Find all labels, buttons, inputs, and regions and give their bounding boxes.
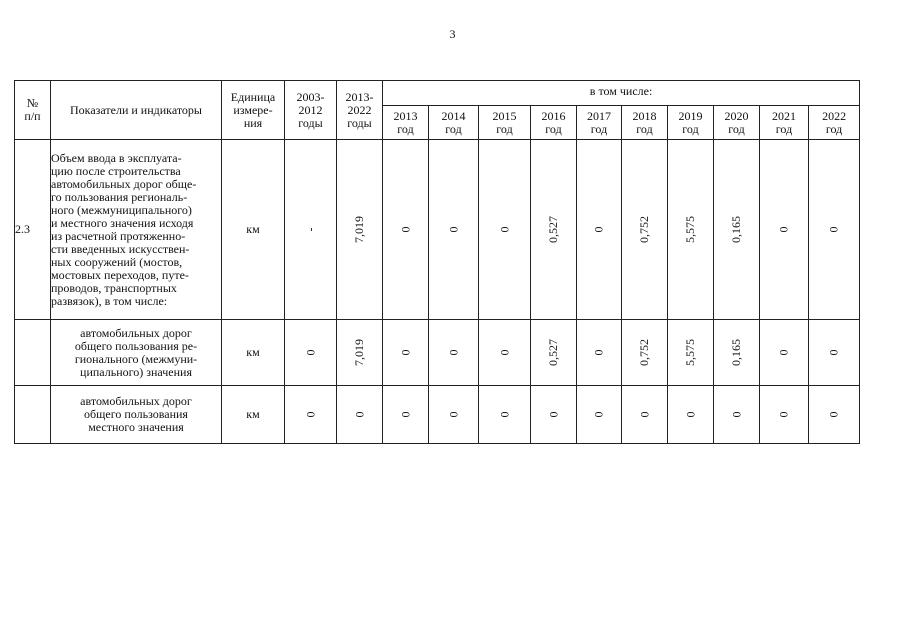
row-value-2019: 5,575 <box>668 320 714 386</box>
row-value-2015: 0 <box>479 386 531 444</box>
header-year-2020: 2020 год <box>714 106 760 140</box>
header-year-2018: 2018 год <box>622 106 668 140</box>
header-year-2021: 2021 год <box>760 106 809 140</box>
row-value-2017: 0 <box>577 320 622 386</box>
row-value-2022: 0 <box>809 386 860 444</box>
row-value-2018: 0,752 <box>622 320 668 386</box>
row-value-2021: 0 <box>760 386 809 444</box>
row-value-2003-2012: - <box>285 140 337 320</box>
row-value-2020: 0 <box>714 386 760 444</box>
table-row <box>15 386 860 444</box>
row-value-2020: 0,165 <box>714 320 760 386</box>
row-value-2018: 0,752 <box>622 140 668 320</box>
row-value-2016: 0,527 <box>531 320 577 386</box>
row-value-2013: 0 <box>383 140 429 320</box>
header-unit: Единица измере- ния <box>222 81 285 140</box>
row-unit: км <box>222 386 285 444</box>
header-year-2022: 2022 год <box>809 106 860 140</box>
row-value-2014: 0 <box>429 386 479 444</box>
row-value-2016: 0 <box>531 386 577 444</box>
header-year-2015: 2015 год <box>479 106 531 140</box>
row-value-2019: 5,575 <box>668 140 714 320</box>
indicators-table <box>14 80 860 444</box>
row-value-2013: 0 <box>383 386 429 444</box>
row-value-2016: 0,527 <box>531 140 577 320</box>
row-indicator: автомобильных дорог общего пользования ре- гионального (межмуни- ципального) значения <box>51 320 222 386</box>
row-value-2019: 0 <box>668 386 714 444</box>
row-value-2022: 0 <box>809 320 860 386</box>
header-period-2013-2022: 2013- 2022 годы <box>337 81 383 140</box>
row-num: 2.3 <box>15 140 51 320</box>
row-value-2015: 0 <box>479 320 531 386</box>
header-year-2014: 2014 год <box>429 106 479 140</box>
row-value-2017: 0 <box>577 140 622 320</box>
row-value-2015: 0 <box>479 140 531 320</box>
header-year-2013: 2013 год <box>383 106 429 140</box>
table-row <box>15 320 860 386</box>
row-value-2013-2022: 7,019 <box>337 140 383 320</box>
row-value-2021: 0 <box>760 320 809 386</box>
row-value-2021: 0 <box>760 140 809 320</box>
table-row <box>15 140 860 320</box>
header-year-2019: 2019 год <box>668 106 714 140</box>
row-value-2018: 0 <box>622 386 668 444</box>
row-value-2003-2012: 0 <box>285 386 337 444</box>
row-indicator: автомобильных дорог общего пользования местного значения <box>51 386 222 444</box>
row-indicator: Объем ввода в эксплуата- цию после строительства автомобильных дорог обще- го пользования региональ- ного (межмуниципального) и местного значения исходя из расчетной протяженно- сти введенных искусствен- ных сооружений (мостов, мостовых переходов, путе- проводов, транспортных развязок), в том числе: <box>51 140 222 320</box>
header-indicators: Показатели и индикаторы <box>51 81 222 140</box>
row-unit: км <box>222 140 285 320</box>
row-value-2013: 0 <box>383 320 429 386</box>
header-including: в том числе: <box>383 81 860 106</box>
header-period-2003-2012: 2003- 2012 годы <box>285 81 337 140</box>
header-year-2017: 2017 год <box>577 106 622 140</box>
row-value-2003-2012: 0 <box>285 320 337 386</box>
row-value-2017: 0 <box>577 386 622 444</box>
header-num: № п/п <box>15 81 51 140</box>
row-value-2020: 0,165 <box>714 140 760 320</box>
row-value-2014: 0 <box>429 320 479 386</box>
header-year-2016: 2016 год <box>531 106 577 140</box>
row-unit: км <box>222 320 285 386</box>
row-value-2022: 0 <box>809 140 860 320</box>
row-num <box>15 386 51 444</box>
row-value-2013-2022: 0 <box>337 386 383 444</box>
row-num <box>15 320 51 386</box>
row-value-2014: 0 <box>429 140 479 320</box>
page-number: 3 <box>449 27 456 41</box>
row-value-2013-2022: 7,019 <box>337 320 383 386</box>
